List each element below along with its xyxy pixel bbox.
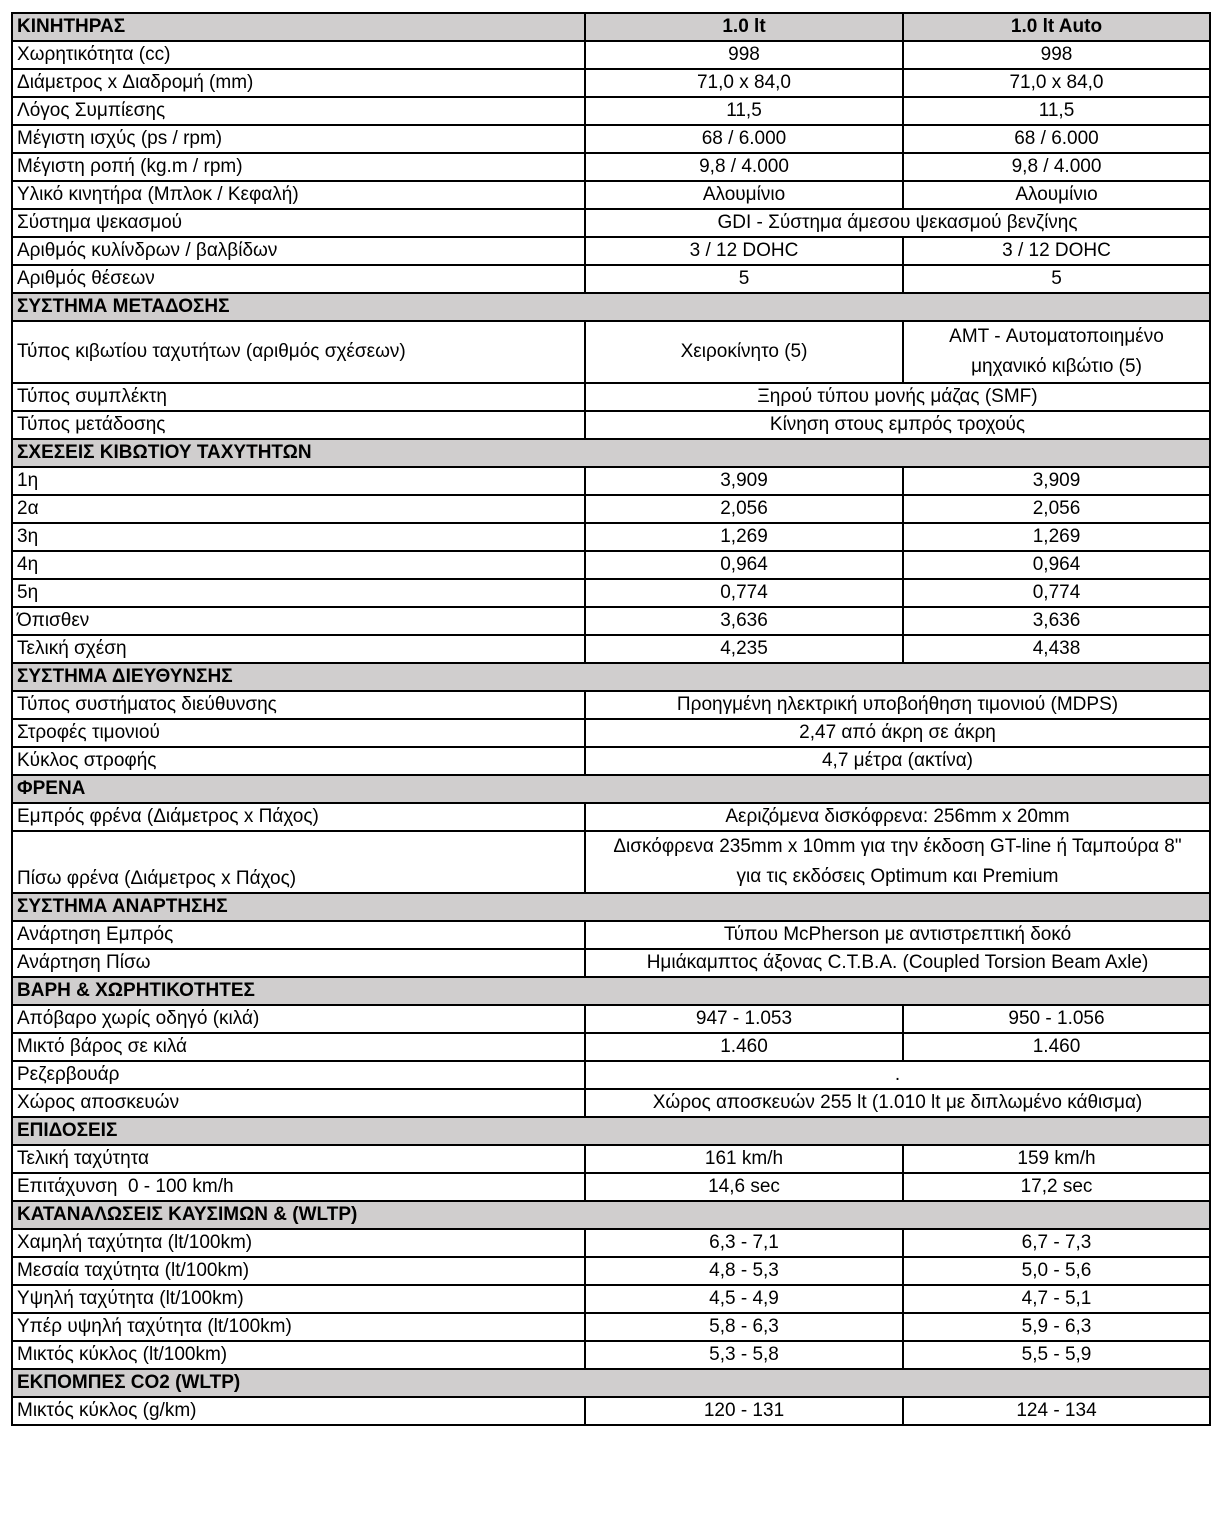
row-value-1: 4,8 - 5,3 <box>585 1257 903 1285</box>
row-label: Χώρος αποσκευών <box>12 1089 585 1117</box>
row-label: Αριθμός κυλίνδρων / βαλβίδων <box>12 237 585 265</box>
table-row <box>12 607 1210 635</box>
section-header-suspension <box>12 893 1210 921</box>
section-title: ΒΑΡΗ & ΧΩΡΗΤΙΚΟΤΗΤΕΣ <box>12 977 1210 1005</box>
row-label: Τύπος κιβωτίου ταχυτήτων (αριθμός σχέσεων) <box>12 321 585 383</box>
table-row <box>12 1005 1210 1033</box>
table-row <box>12 635 1210 663</box>
spec-table <box>11 12 1211 1426</box>
table-row <box>12 579 1210 607</box>
row-label: Υψηλή ταχύτητα (lt/100km) <box>12 1285 585 1313</box>
table-row <box>12 551 1210 579</box>
row-value-line: για τις εκδόσεις Optimum και Premium <box>736 866 1059 887</box>
table-row <box>12 321 1210 383</box>
row-value-1: 3,636 <box>585 607 903 635</box>
table-row <box>12 1285 1210 1313</box>
table-row <box>12 97 1210 125</box>
row-label: Χωρητικότητα (cc) <box>12 41 585 69</box>
row-label: Υπέρ υψηλή ταχύτητα (lt/100km) <box>12 1313 585 1341</box>
row-label: Μικτός κύκλος (lt/100km) <box>12 1341 585 1369</box>
section-title: ΣΧΕΣΕΙΣ ΚΙΒΩΤΙΟΥ ΤΑΧΥΤΗΤΩΝ <box>12 439 1210 467</box>
row-label: Μέγιστη ροπή (kg.m / rpm) <box>12 153 585 181</box>
table-row <box>12 803 1210 831</box>
section-header-transmission <box>12 293 1210 321</box>
row-value-merged: 2,47 από άκρη σε άκρη <box>585 719 1210 747</box>
row-value-2: 5,0 - 5,6 <box>903 1257 1210 1285</box>
table-row <box>12 125 1210 153</box>
row-value-merged: Αεριζόμενα δισκόφρενα: 256mm x 20mm <box>585 803 1210 831</box>
row-value-1: 71,0 x 84,0 <box>585 69 903 97</box>
section-header-consumption <box>12 1201 1210 1229</box>
row-label: Επιτάχυνση 0 - 100 km/h <box>12 1173 585 1201</box>
table-row <box>12 719 1210 747</box>
table-row <box>12 411 1210 439</box>
table-row <box>12 1397 1210 1425</box>
section-title: ΕΠΙΔΟΣΕΙΣ <box>12 1117 1210 1145</box>
row-value-1: 4,235 <box>585 635 903 663</box>
row-label: Ανάρτηση Εμπρός <box>12 921 585 949</box>
row-value-2: 5 <box>903 265 1210 293</box>
row-label: Ανάρτηση Πίσω <box>12 949 585 977</box>
table-row <box>12 69 1210 97</box>
section-header-gear-ratios <box>12 439 1210 467</box>
row-value-1: 1.460 <box>585 1033 903 1061</box>
row-label: Όπισθεν <box>12 607 585 635</box>
row-value-2: 1.460 <box>903 1033 1210 1061</box>
row-value-merged: Ημιάκαμπτος άξονας C.T.B.A. (Coupled Torsion Beam Axle) <box>585 949 1210 977</box>
row-label: Διάμετρος x Διαδρομή (mm) <box>12 69 585 97</box>
row-value-2: 159 km/h <box>903 1145 1210 1173</box>
row-value-1: Χειροκίνητο (5) <box>585 321 903 383</box>
section-header-engine <box>12 13 1210 41</box>
row-label: Σύστημα ψεκασμού <box>12 209 585 237</box>
table-row <box>12 523 1210 551</box>
table-row <box>12 467 1210 495</box>
row-value-2: 5,5 - 5,9 <box>903 1341 1210 1369</box>
table-row <box>12 1341 1210 1369</box>
row-label: Μικτό βάρος σε κιλά <box>12 1033 585 1061</box>
row-value-2: 9,8 / 4.000 <box>903 153 1210 181</box>
row-value-2: Αλουμίνιο <box>903 181 1210 209</box>
row-value-1: 4,5 - 4,9 <box>585 1285 903 1313</box>
row-value-2: 3,909 <box>903 467 1210 495</box>
row-value-1: 14,6 sec <box>585 1173 903 1201</box>
row-label: Μικτός κύκλος (g/km) <box>12 1397 585 1425</box>
row-label: Τύπος μετάδοσης <box>12 411 585 439</box>
row-value-merged: GDI - Σύστημα άμεσου ψεκασμού βενζίνης <box>585 209 1210 237</box>
row-label: Πίσω φρένα (Διάμετρος x Πάχος) <box>12 831 585 893</box>
row-value-1: 68 / 6.000 <box>585 125 903 153</box>
section-header-performance <box>12 1117 1210 1145</box>
row-label: 3η <box>12 523 585 551</box>
row-value-2: 68 / 6.000 <box>903 125 1210 153</box>
row-value-2: 3 / 12 DOHC <box>903 237 1210 265</box>
row-label: Αριθμός θέσεων <box>12 265 585 293</box>
table-row <box>12 265 1210 293</box>
row-value-2: 2,056 <box>903 495 1210 523</box>
row-label: Λόγος Συμπίεσης <box>12 97 585 125</box>
row-value-2: 950 - 1.056 <box>903 1005 1210 1033</box>
row-value-2: 71,0 x 84,0 <box>903 69 1210 97</box>
row-value-1: 947 - 1.053 <box>585 1005 903 1033</box>
row-value-1: 0,774 <box>585 579 903 607</box>
row-value-2: 4,7 - 5,1 <box>903 1285 1210 1313</box>
row-value-1: 120 - 131 <box>585 1397 903 1425</box>
row-value-2: 3,636 <box>903 607 1210 635</box>
table-row <box>12 1033 1210 1061</box>
section-header-weights <box>12 977 1210 1005</box>
table-row <box>12 153 1210 181</box>
table-row <box>12 1173 1210 1201</box>
section-header-brakes <box>12 775 1210 803</box>
row-label: 2α <box>12 495 585 523</box>
row-value-merged: Κίνηση στους εμπρός τροχούς <box>585 411 1210 439</box>
row-value-1: 9,8 / 4.000 <box>585 153 903 181</box>
row-label: 5η <box>12 579 585 607</box>
row-value-1: 0,964 <box>585 551 903 579</box>
row-value-merged: Χώρος αποσκευών 255 lt (1.010 lt με διπλωμένο κάθισμα) <box>585 1089 1210 1117</box>
row-value-2 <box>903 321 1210 383</box>
row-label: 1η <box>12 467 585 495</box>
row-value-2: 5,9 - 6,3 <box>903 1313 1210 1341</box>
row-label: Τύπος συστήματος διεύθυνσης <box>12 691 585 719</box>
table-row <box>12 383 1210 411</box>
row-value-line: Δισκόφρενα 235mm x 10mm για την έκδοση GT-line ή Ταμπούρα 8" <box>613 836 1182 857</box>
row-value-2: 4,438 <box>903 635 1210 663</box>
row-value-merged: . <box>585 1061 1210 1089</box>
section-header-steering <box>12 663 1210 691</box>
row-label: Τελική ταχύτητα <box>12 1145 585 1173</box>
row-label: Απόβαρο χωρίς οδηγό (κιλά) <box>12 1005 585 1033</box>
table-row <box>12 1089 1210 1117</box>
row-label: Εμπρός φρένα (Διάμετρος x Πάχος) <box>12 803 585 831</box>
table-row <box>12 831 1210 893</box>
section-title: ΕΚΠΟΜΠΕΣ CO2 (WLTP) <box>12 1369 1210 1397</box>
row-value-merged: Τύπου McPherson με αντιστρεπτική δοκό <box>585 921 1210 949</box>
table-row <box>12 921 1210 949</box>
row-value-merged: Προηγμένη ηλεκτρική υποβοήθηση τιμονιού (MDPS) <box>585 691 1210 719</box>
column-header-1: 1.0 lt <box>585 13 903 41</box>
table-row <box>12 1061 1210 1089</box>
table-row <box>12 1229 1210 1257</box>
section-title: ΣΥΣΤΗΜΑ ΜΕΤΑΔΟΣΗΣ <box>12 293 1210 321</box>
table-row <box>12 1145 1210 1173</box>
row-value-merged: Ξηρού τύπου μονής μάζας (SMF) <box>585 383 1210 411</box>
row-value-2: 0,964 <box>903 551 1210 579</box>
row-label: Υλικό κινητήρα (Μπλοκ / Κεφαλή) <box>12 181 585 209</box>
section-title: ΣΥΣΤΗΜΑ ΑΝΑΡΤΗΣΗΣ <box>12 893 1210 921</box>
row-label: Τελική σχέση <box>12 635 585 663</box>
row-value-2: 998 <box>903 41 1210 69</box>
table-row <box>12 1257 1210 1285</box>
row-value-1: 2,056 <box>585 495 903 523</box>
row-value-2: 124 - 134 <box>903 1397 1210 1425</box>
column-header-2: 1.0 lt Auto <box>903 13 1210 41</box>
row-label: Μεσαία ταχύτητα (lt/100km) <box>12 1257 585 1285</box>
table-row <box>12 949 1210 977</box>
row-label: Κύκλος στροφής <box>12 747 585 775</box>
table-row <box>12 181 1210 209</box>
row-value-2: 11,5 <box>903 97 1210 125</box>
section-header-emissions <box>12 1369 1210 1397</box>
row-value-1: 3 / 12 DOHC <box>585 237 903 265</box>
row-value-1: 6,3 - 7,1 <box>585 1229 903 1257</box>
row-value-1: 11,5 <box>585 97 903 125</box>
table-row <box>12 41 1210 69</box>
table-row <box>12 691 1210 719</box>
row-value-1: 1,269 <box>585 523 903 551</box>
row-value-1: 3,909 <box>585 467 903 495</box>
table-row <box>12 495 1210 523</box>
row-value-line: AMT - Αυτοματοποιημένο <box>949 326 1164 347</box>
row-label: Ρεζερβουάρ <box>12 1061 585 1089</box>
row-value-1: 5,3 - 5,8 <box>585 1341 903 1369</box>
row-value-1: 161 km/h <box>585 1145 903 1173</box>
row-value-2: 1,269 <box>903 523 1210 551</box>
row-label: Μέγιστη ισχύς (ps / rpm) <box>12 125 585 153</box>
section-title: ΚΙΝΗΤΗΡΑΣ <box>12 13 585 41</box>
row-value-line: μηχανικό κιβώτιο (5) <box>971 356 1142 377</box>
row-label: Τύπος συμπλέκτη <box>12 383 585 411</box>
row-value-1: 5,8 - 6,3 <box>585 1313 903 1341</box>
row-value-2: 17,2 sec <box>903 1173 1210 1201</box>
section-title: ΦΡΕΝΑ <box>12 775 1210 803</box>
row-value-merged <box>585 831 1210 893</box>
row-label: Στροφές τιμονιού <box>12 719 585 747</box>
row-value-2: 6,7 - 7,3 <box>903 1229 1210 1257</box>
row-value-2: 0,774 <box>903 579 1210 607</box>
row-label: 4η <box>12 551 585 579</box>
row-value-1: Αλουμίνιο <box>585 181 903 209</box>
row-value-merged: 4,7 μέτρα (ακτίνα) <box>585 747 1210 775</box>
row-value-1: 998 <box>585 41 903 69</box>
row-label: Χαμηλή ταχύτητα (lt/100km) <box>12 1229 585 1257</box>
table-row <box>12 1313 1210 1341</box>
section-title: ΚΑΤΑΝΑΛΩΣΕΙΣ ΚΑΥΣΙΜΩΝ & (WLTP) <box>12 1201 1210 1229</box>
section-title: ΣΥΣΤΗΜΑ ΔΙΕΥΘΥΝΣΗΣ <box>12 663 1210 691</box>
table-row <box>12 747 1210 775</box>
row-value-1: 5 <box>585 265 903 293</box>
table-row <box>12 237 1210 265</box>
table-row <box>12 209 1210 237</box>
